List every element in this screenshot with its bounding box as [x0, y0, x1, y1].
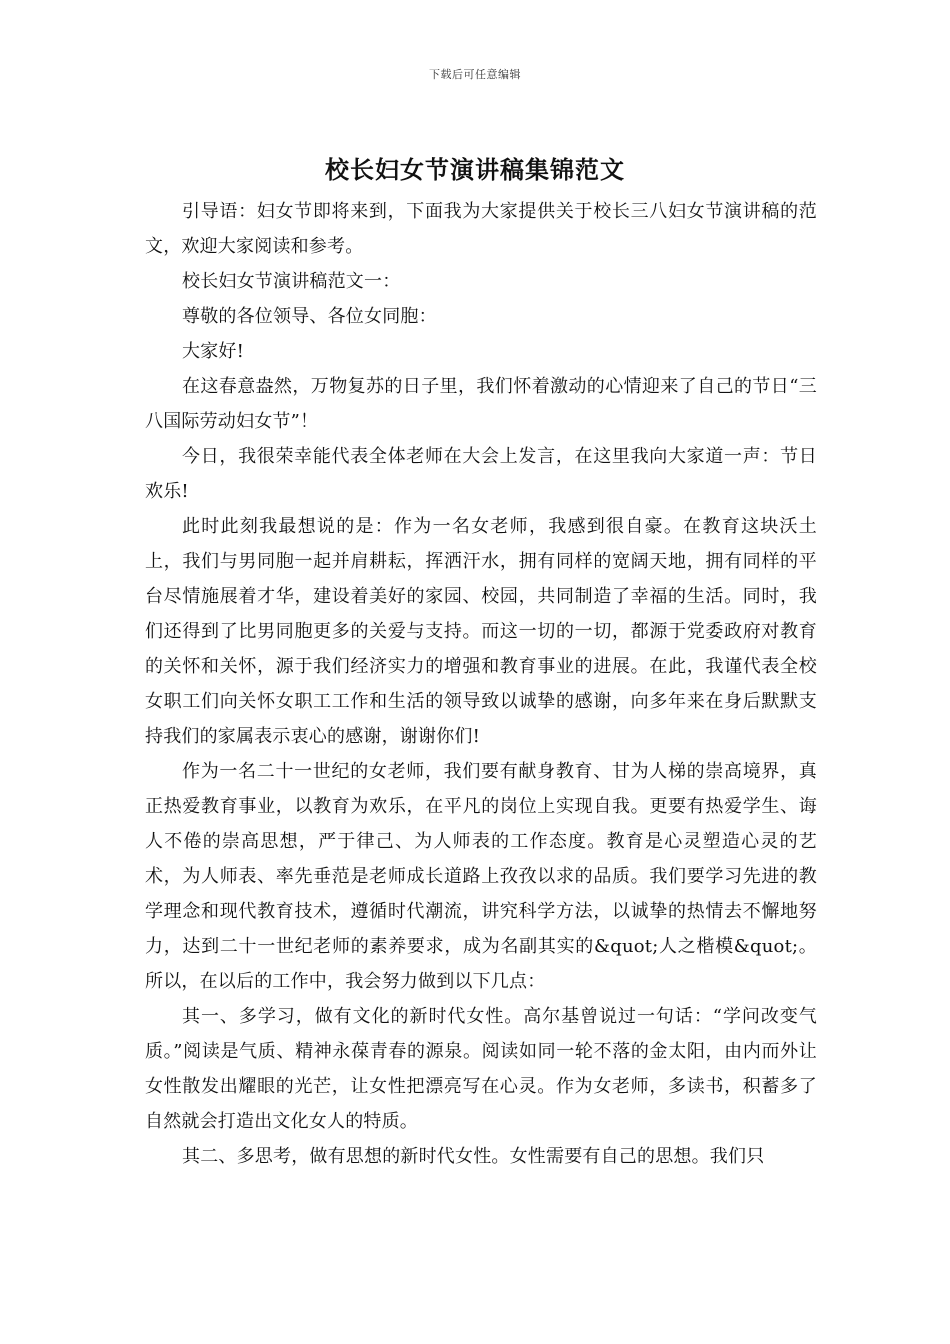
- paragraph-honor: 今日，我很荣幸能代表全体老师在大会上发言，在这里我向大家道一声：节日欢乐!: [145, 446, 817, 502]
- paragraph-teacher: 作为一名二十一世纪的女老师，我们要有献身教育、甘为人梯的崇高境界，真正热爱教育事业，以教育为欢乐，在平凡的岗位上实现自我。更要有热爱学生、诲人不倦的崇高思想，严于律己、为人师表的工作态度。教育是心灵塑造心灵的艺术，为人师表、率先垂范是老师成长道路上孜孜以求的品质。我们要学习先进的教学理念和现代教育技术，遵循时代潮流，讲究科学方法，以诚挚的热情去不懈地努力，达到二十一世纪老师的素养要求，成为名副其实的&quot;人之楷模&quot;。所以，在以后的工作中，我会努力做到以下几点：: [145, 761, 817, 992]
- document-title: 校长妇女节演讲稿集锦范文: [325, 155, 625, 184]
- paragraph-festival: 在这春意盎然，万物复苏的日子里，我们怀着激动的心情迎来了自己的节日“三八国际劳动妇女节”！: [145, 376, 817, 432]
- paragraph-pride: 此时此刻我最想说的是：作为一名女老师，我感到很自豪。在教育这块沃土上，我们与男同胞一起并肩耕耘，挥洒汗水，拥有同样的宽阔天地，拥有同样的平台尽情施展着才华，建设着美好的家园、校园，共同制造了幸福的生活。同时，我们还得到了比男同胞更多的关爱与支持。而这一切的一切，都源于党委政府对教育的关怀和关怀，源于我们经济实力的增强和教育事业的进展。在此，我谨代表全校女职工们向关怀女职工工作和生活的领导致以诚挚的感谢，向多年来在身后默默支持我们的家属表示衷心的感谢，谢谢你们!: [145, 516, 817, 747]
- header-note: 下载后可任意编辑: [429, 68, 521, 81]
- paragraph-section-heading: 校长妇女节演讲稿范文一：: [182, 271, 401, 292]
- paragraph-point-one: 其一、多学习，做有文化的新时代女性。高尔基曾说过一句话：“学问改变气质。”阅读是气质、精神永葆青春的源泉。阅读如同一轮不落的金太阳，由内而外让女性散发出耀眼的光芒，让女性把漂亮写在心灵。作为女老师，多读书，积蓄多了自然就会打造出文化女人的特质。: [145, 1006, 817, 1132]
- paragraph-greeting: 大家好!: [182, 341, 245, 362]
- document-body: [145, 194, 817, 1174]
- paragraph-salutation: 尊敬的各位领导、各位女同胞：: [182, 306, 437, 327]
- paragraph-point-two: 其二、多思考，做有思想的新时代女性。女性需要有自己的思想。我们只: [182, 1146, 765, 1167]
- paragraph-intro: 引导语：妇女节即将来到，下面我为大家提供关于校长三八妇女节演讲稿的范文，欢迎大家阅读和参考。: [145, 201, 817, 257]
